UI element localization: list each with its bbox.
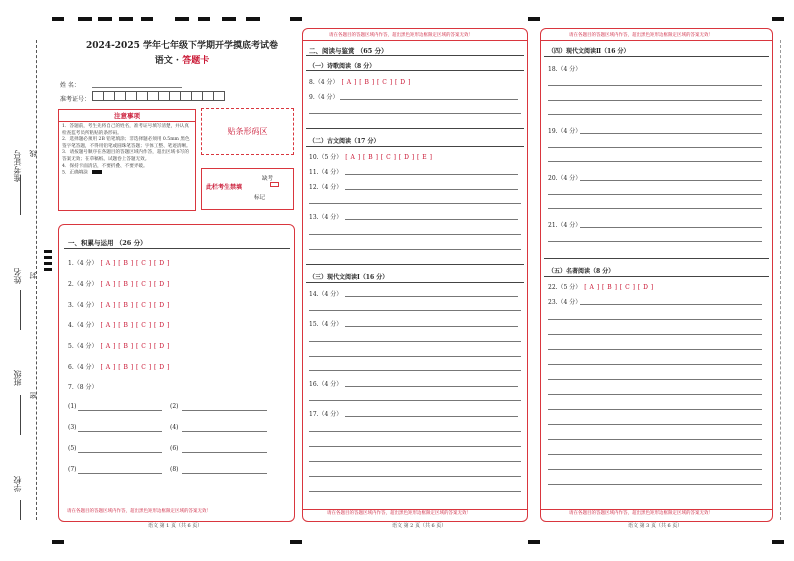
absent-box [201,168,294,210]
notice-title: 注意事项 [59,110,195,122]
name-side-label: 姓名 [13,268,22,284]
q12-label: 12.（4 分） [309,184,343,191]
q20-line-3[interactable] [548,208,762,209]
page3-answer-box [540,28,773,522]
q7: 7.（8 分） [68,384,98,391]
blank-label-7: (7) [68,466,77,473]
exam-no-side-label: 准考证号 [13,150,22,182]
class-side-label: 班级 [13,370,22,386]
filled-sample-mark [92,170,102,174]
blank-7[interactable] [78,473,162,474]
classical-section: （二）古文阅读（17 分） [309,138,380,145]
q21-line-1[interactable] [580,227,762,228]
q23-line-3[interactable] [548,334,762,335]
blank-label-1: (1) [68,403,77,410]
blank-8[interactable] [182,473,267,474]
q15-line-3[interactable] [309,356,521,357]
blank-6[interactable] [182,452,267,453]
absent-mark-box[interactable] [270,182,279,187]
q15-line-4[interactable] [309,370,521,371]
page1-section-title: 一、积累与运用 （26 分） [68,239,147,247]
q17-line-4[interactable] [309,461,521,462]
q22[interactable]: 22.（5 分） [ A ] [ B ] [ C ] [ D ] [548,284,654,291]
page3-top-hint: 请在各题目的答题区域内作答，超出黑色矩形边框限定区域的答案无效！ [569,33,713,38]
q23-line-7[interactable] [548,394,762,395]
q23-line-8[interactable] [548,409,762,410]
q5[interactable]: 5.（4 分） [ A ] [ B ] [ C ] [ D ] [68,343,170,350]
page2-bottom-hint: 请在各题目的答题区域内作答，超出黑色矩形边框限定区域的答案无效！ [327,511,471,516]
q9-line-1[interactable] [340,99,518,100]
q10[interactable]: 10.（5 分） [ A ] [ B ] [ C ] [ D ] [ E ] [309,154,433,161]
seal-mark: 封 [29,272,37,279]
notice-item-5: 5．正确填涂 [62,170,88,176]
blank-label-2: (2) [170,403,179,410]
barcode-label: 贴条形码区 [227,127,268,136]
q23-line-5[interactable] [548,364,762,365]
classic-section: （五）名著阅读（8 分） [548,268,615,275]
modern-section: （三）现代文阅读Ⅰ（16 分） [309,274,389,281]
exam-title: 2024-2025 学年七年级下学期开学摸底考试卷 [86,41,278,51]
q23-line-12[interactable] [548,469,762,470]
barcode-area [201,108,294,155]
dense-mark: 密 [29,392,37,399]
page2-top-hint: 请在各题目的答题区域内作答，超出黑色矩形边框限定区域的答案无效！ [329,33,473,38]
page3-bottom-hint: 请在各题目的答题区域内作答，超出黑色矩形边框限定区域的答案无效！ [569,511,713,516]
q19-label: 19.（4 分） [548,128,582,135]
poem-section: （一）诗歌阅读（8 分） [309,63,376,70]
q21-line-2[interactable] [548,241,762,242]
q12-line-1[interactable] [345,189,518,190]
absent-label: 此栏考生禁填 [206,184,243,191]
blank-3[interactable] [78,431,162,432]
page2-footer: 语文 第 2 页（共 6 页） [392,523,447,529]
q23-line-2[interactable] [548,319,762,320]
q17-label: 17.（4 分） [309,411,343,418]
name-label: 姓 名： [60,82,80,89]
q21-label: 21.（4 分） [548,222,582,229]
q23-label: 23.（4 分） [548,299,582,306]
q19-line-3[interactable] [548,161,762,162]
q17-line-5[interactable] [309,476,521,477]
page1-footer: 语文 第 1 页（共 6 页） [148,523,203,529]
q16-line-2[interactable] [309,400,521,401]
q15-line-2[interactable] [309,341,521,342]
blank-5[interactable] [78,452,162,453]
q17-line-2[interactable] [309,431,521,432]
q16-label: 16.（4 分） [309,381,343,388]
q18-line-2[interactable] [548,100,762,101]
q23-line-4[interactable] [548,349,762,350]
q11-line[interactable] [345,174,518,175]
line-mark: 线 [29,150,37,157]
page1-answer-box [58,224,295,522]
q3[interactable]: 3.（4 分） [ A ] [ B ] [ C ] [ D ] [68,302,170,309]
q18-line-1[interactable] [548,85,762,86]
q13-line-1[interactable] [345,219,518,220]
notice-box [58,109,196,211]
q14-line-2[interactable] [309,310,521,311]
page2-section-title: 二、阅读与鉴赏 （65 分） [309,47,388,55]
blank-1[interactable] [78,410,162,411]
q9-label: 9.（4 分） [309,94,339,101]
q15-line-1[interactable] [345,326,518,327]
subtitle [62,53,302,66]
q18-line-3[interactable] [548,114,762,115]
q20-label: 20.（4 分） [548,175,582,182]
q19-line-1[interactable] [580,133,762,134]
q23-line-13[interactable] [548,484,762,485]
q18-label: 18.（4 分） [548,66,582,73]
q14-line-1[interactable] [345,296,518,297]
q17-line-3[interactable] [309,446,521,447]
q17-line-1[interactable] [345,416,518,417]
q4[interactable]: 4.（4 分） [ A ] [ B ] [ C ] [ D ] [68,322,170,329]
q16-line-1[interactable] [345,386,518,387]
absent-right-top: 缺考 [262,176,274,182]
q15-label: 15.（4 分） [309,321,343,328]
notice-item-1: 1．答题前，考生先将自己的姓名，准考证号填写清楚，并认真检查监考员所粘贴的条形码。 [62,124,189,136]
blank-label-6: (6) [170,445,179,452]
blank-label-4: (4) [170,424,179,431]
q11-label: 11.（4 分） [309,169,343,176]
q23-line-10[interactable] [548,439,762,440]
modern2-section: （四）现代文阅读Ⅱ（16 分） [548,48,630,55]
answer-card-label: 答题卡 [182,56,210,66]
blank-label-5: (5) [68,445,77,452]
subject-label: 语文 · [154,56,180,66]
absent-right-bottom: 标记 [254,195,266,201]
q12-line-2[interactable] [309,203,521,204]
blank-4[interactable] [182,431,267,432]
q9-line-2[interactable] [309,113,521,114]
q23-line-1[interactable] [580,304,762,305]
q20-line-1[interactable] [580,180,762,181]
page3-footer: 语文 第 3 页（共 6 页） [628,523,683,529]
blank-2[interactable] [182,410,267,411]
q19-line-2[interactable] [548,147,762,148]
q20-line-2[interactable] [548,194,762,195]
q8[interactable]: 8.（4 分） [ A ] [ B ] [ C ] [ D ] [309,79,411,86]
school-side-label: 学校 [13,476,22,492]
q13-line-3[interactable] [309,249,521,250]
q14-label: 14.（4 分） [309,291,343,298]
q13-line-2[interactable] [309,234,521,235]
notice-item-3: 3．请按题号顺序在各题目的答题区域内作答，超出区域书写的答案无效；在草稿纸、试题卷上答题无效。 [62,150,189,162]
page1-bottom-hint: 请在各题目的答题区域内作答，超出黑色矩形边框限定区域的答案无效！ [67,509,211,514]
exam-no-label: 准考证号： [60,96,91,103]
blank-label-8: (8) [170,466,179,473]
q6[interactable]: 6.（4 分） [ A ] [ B ] [ C ] [ D ] [68,364,170,371]
q23-line-11[interactable] [548,454,762,455]
q23-line-9[interactable] [548,424,762,425]
q23-line-6[interactable] [548,379,762,380]
q2[interactable]: 2.（4 分） [ A ] [ B ] [ C ] [ D ] [68,281,170,288]
name-field[interactable] [92,87,182,88]
blank-label-3: (3) [68,424,77,431]
exam-no-boxes[interactable] [92,91,225,101]
notice-item-2: 2．选择题必须用 2B 铅笔填涂；非选择题必须用 0.5mm 黑色签字笔答题，不得用铅笔或圆珠笔答题；字体工整、笔迹清晰。 [62,137,191,149]
notice-item-4: 4．保持卡面清洁，不要折叠、不要弄破。 [62,163,148,169]
right-cut-line [780,40,781,520]
q1[interactable]: 1.（4 分） [ A ] [ B ] [ C ] [ D ] [68,260,170,267]
q13-label: 13.（4 分） [309,214,343,221]
q17-line-6[interactable] [309,491,521,492]
